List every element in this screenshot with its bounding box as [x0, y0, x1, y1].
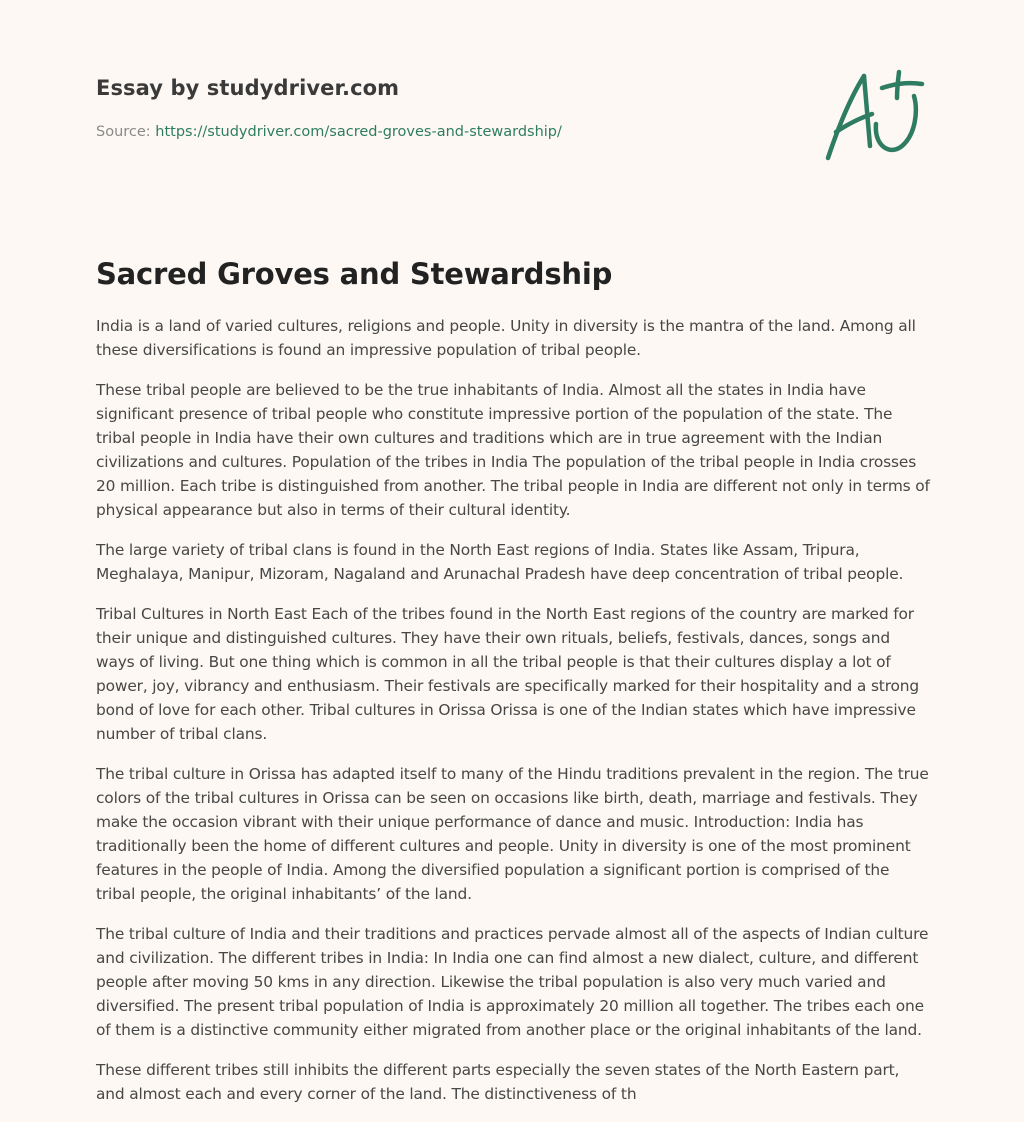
- a-plus-logo-icon: [818, 66, 930, 168]
- article-title: Sacred Groves and Stewardship: [96, 257, 613, 291]
- paragraph-6: The tribal culture of India and their traditions and practices pervade almost all of the aspects of Indian culture and civilization. The different tribes in India: In India one can find almost a new dialect, culture, and different people after moving 50 kms in any direction. Likewise the tribal population is also very much varied and diversified. The present tribal population of India is approximately 20 million all together. The tribes each one of them is a distinctive community either migrated from another place or the original inhabitants of the land.: [96, 925, 929, 1039]
- page-header: [0, 0, 1024, 200]
- paragraph-3: The large variety of tribal clans is found in the North East regions of India. States like Assam, Tripura, Meghalaya, Manipur, Mizoram, Nagaland and Arunachal Pradesh have deep concentration of tribal people.: [96, 541, 904, 583]
- site-title: Essay by studydriver.com: [96, 76, 400, 100]
- essay-article: [96, 254, 932, 1122]
- paragraph-7: These different tribes still inhibits the different parts especially the seven states of the North Eastern part, and almost each and every corner of the land. The distinctiveness of th: [96, 1061, 900, 1103]
- source-link[interactable]: https://studydriver.com/sacred-groves-and-stewardship/: [155, 124, 562, 140]
- paragraph-1: India is a land of varied cultures, religions and people. Unity in diversity is the mantra of the land. Among all these diversifications is found an impressive population of tribal people.: [96, 317, 916, 359]
- source-label: Source:: [96, 124, 151, 140]
- source-line: [96, 124, 562, 140]
- paragraph-5: The tribal culture in Orissa has adapted itself to many of the Hindu traditions prevalent in the region. The true colors of the tribal cultures in Orissa can be seen on occasions like birth, death, marriage and festivals. They make the occasion vibrant with their unique performance of dance and music. Introduction: India has traditionally been the home of different cultures and people. Unity in diversity is one of the most prominent features in the people of India. Among the diversified population a significant portion is comprised of the tribal people, the original inhabitants’ of the land.: [96, 765, 929, 903]
- paragraph-2: These tribal people are believed to be the true inhabitants of India. Almost all the states in India have significant presence of tribal people who constitute impressive portion of the population of the state. The tribal people in India have their own cultures and traditions which are in true agreement with the Indian civilizations and cultures. Population of the tribes in India The population of the tribal people in India crosses 20 million. Each tribe is distinguished from another. The tribal people in India are different not only in terms of physical appearance but also in terms of their cultural identity.: [96, 381, 930, 519]
- paragraph-4: Tribal Cultures in North East Each of the tribes found in the North East regions of the country are marked for their unique and distinguished cultures. They have their own rituals, beliefs, festivals, dances, songs and ways of living. But one thing which is common in all the tribal people is that their cultures display a lot of power, joy, vibrancy and enthusiasm. Their festivals are specifically marked for their hospitality and a strong bond of love for each other. Tribal cultures in Orissa Orissa is one of the Indian states which have impressive number of tribal clans.: [96, 605, 920, 743]
